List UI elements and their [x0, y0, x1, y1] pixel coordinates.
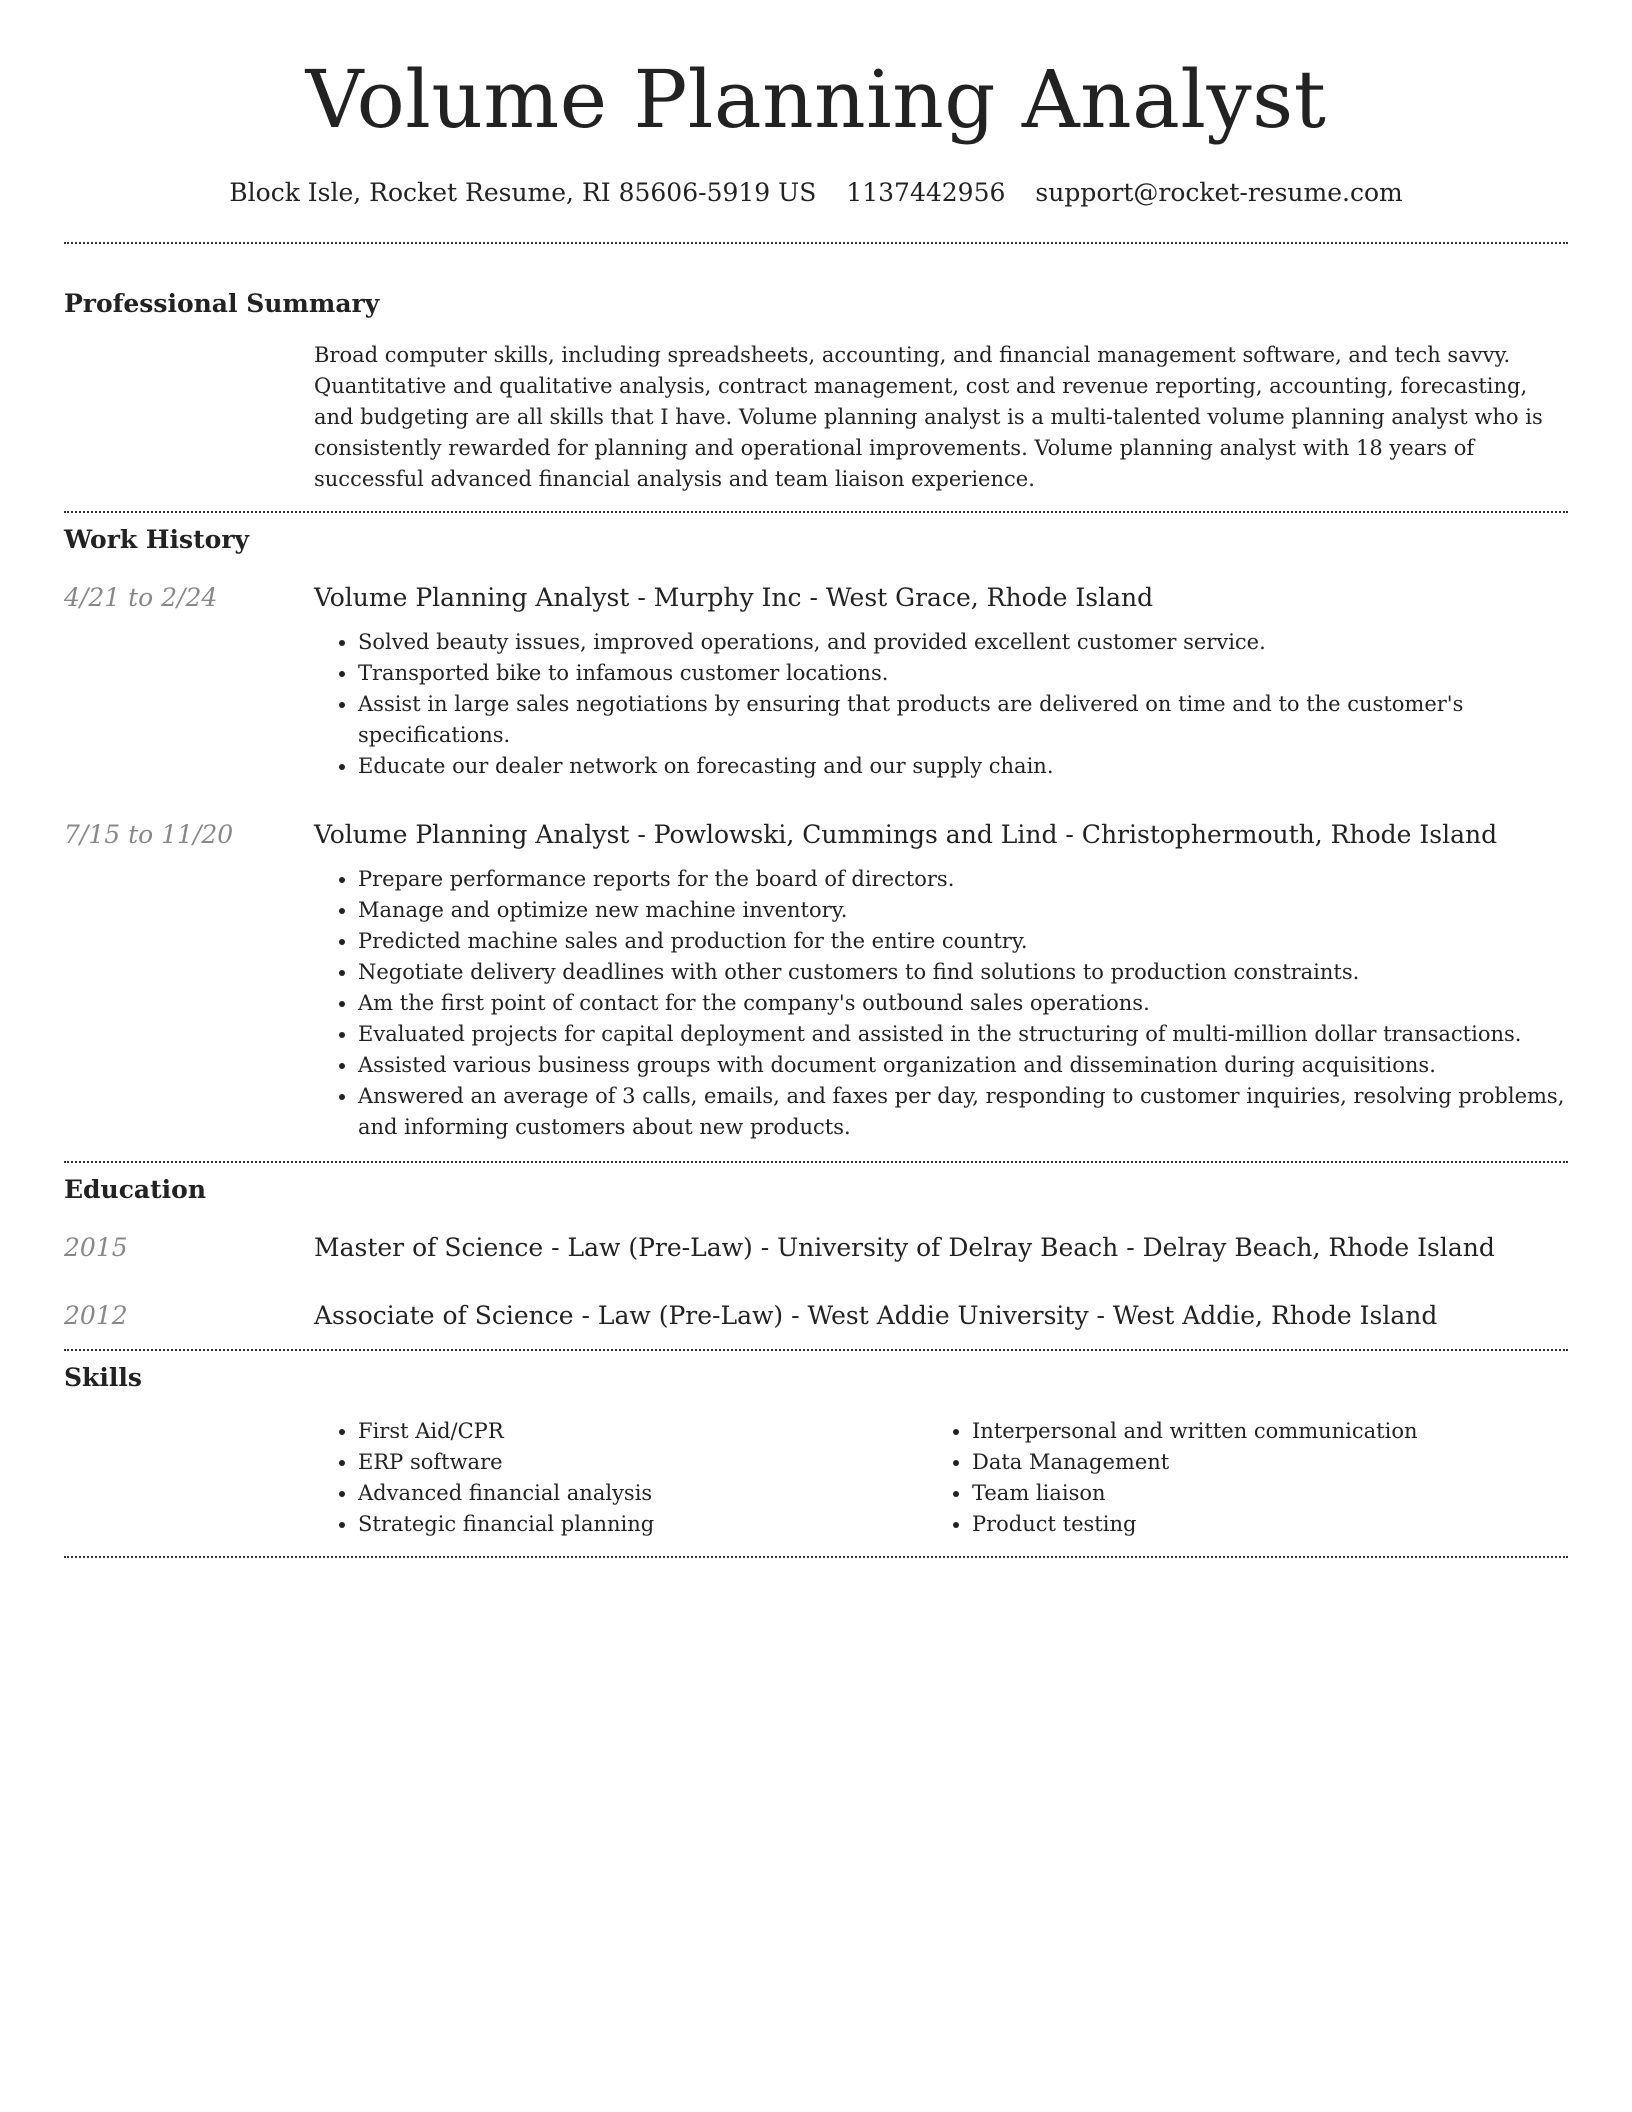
education-section-title: Education	[64, 1175, 207, 1204]
skill-item: • Product testing	[972, 1509, 1542, 1540]
education-year: 2012	[64, 1301, 128, 1330]
job-bullet: • Assisted various business groups with document organization and dissemination during acquisitions.	[358, 1050, 1568, 1081]
education-entry	[64, 1299, 1568, 1333]
education-year: 2015	[64, 1233, 128, 1262]
skills-list-right	[928, 1416, 1542, 1540]
skill-item: • Strategic financial planning	[358, 1509, 928, 1540]
skill-item: • ERP software	[358, 1447, 928, 1478]
work-section-title: Work History	[64, 525, 250, 554]
job-bullet: • Predicted machine sales and production for the entire country.	[358, 926, 1568, 957]
contact-email: support@rocket-resume.com	[1035, 178, 1403, 207]
divider	[64, 242, 1568, 244]
summary-text: Broad computer skills, including spreadsheets, accounting, and financial management software, and tech savvy. Quantitative and qualitative analysis, contract management, cost and revenue reporting, accounting, forecasting, and budgeting are all skills that I have. Volume planning analyst is a multi-talented volume planning analyst who is consistently rewarded for planning and operational improvements. Volume planning analyst with 18 years of successful advanced financial analysis and team liaison experience.	[314, 343, 1543, 491]
education-degree: Associate of Science - Law (Pre-Law) - West Addie University - West Addie, Rhode Island	[314, 1301, 1438, 1330]
resume-name: Volume Planning Analyst	[305, 53, 1327, 146]
skill-item: • First Aid/CPR	[358, 1416, 928, 1447]
skill-item: • Data Management	[972, 1447, 1542, 1478]
divider	[64, 511, 1568, 513]
job-bullet: • Negotiate delivery deadlines with other customers to find solutions to production constraints.	[358, 957, 1568, 988]
job-bullets	[314, 864, 1568, 1143]
divider	[64, 1349, 1568, 1351]
job-dates: 7/15 to 11/20	[64, 820, 234, 849]
skills-grid	[314, 1416, 1568, 1540]
job-entry	[64, 581, 1568, 782]
job-dates: 4/21 to 2/24	[64, 583, 218, 612]
job-bullet: • Educate our dealer network on forecasting and our supply chain.	[358, 751, 1568, 782]
job-bullet: • Transported bike to infamous customer locations.	[358, 658, 1568, 689]
skills-list-left	[314, 1416, 928, 1540]
summary-section-title: Professional Summary	[64, 289, 380, 318]
job-heading: Volume Planning Analyst - Murphy Inc - West Grace, Rhode Island	[314, 583, 1154, 612]
contact-address: Block Isle, Rocket Resume, RI 85606-5919 US	[229, 178, 817, 207]
divider	[64, 1556, 1568, 1558]
job-bullet: • Prepare performance reports for the board of directors.	[358, 864, 1568, 895]
job-bullet: • Evaluated projects for capital deployment and assisted in the structuring of multi-million dollar transactions.	[358, 1019, 1568, 1050]
education-entry	[64, 1231, 1568, 1265]
skills-section-title: Skills	[64, 1363, 142, 1392]
education-degree: Master of Science - Law (Pre-Law) - University of Delray Beach - Delray Beach, Rhode Island	[314, 1233, 1495, 1262]
divider	[64, 1161, 1568, 1163]
job-bullet: • Answered an average of 3 calls, emails, and faxes per day, responding to customer inquiries, resolving problems, and informing customers about new products.	[358, 1081, 1568, 1143]
contact-line	[64, 176, 1568, 210]
job-entry	[64, 818, 1568, 1143]
resume-page	[64, 0, 1568, 1558]
skill-item: • Interpersonal and written communication	[972, 1416, 1542, 1447]
job-bullet: • Solved beauty issues, improved operations, and provided excellent customer service.	[358, 627, 1568, 658]
contact-phone: 1137442956	[846, 178, 1006, 207]
job-bullets	[314, 627, 1568, 782]
skill-item: • Advanced financial analysis	[358, 1478, 928, 1509]
job-heading: Volume Planning Analyst - Powlowski, Cummings and Lind - Christophermouth, Rhode Island	[314, 820, 1498, 849]
job-bullet: • Am the first point of contact for the company's outbound sales operations.	[358, 988, 1568, 1019]
skill-item: • Team liaison	[972, 1478, 1542, 1509]
job-bullet: • Manage and optimize new machine inventory.	[358, 895, 1568, 926]
job-bullet: • Assist in large sales negotiations by ensuring that products are delivered on time and to the customer's specifications.	[358, 689, 1568, 751]
